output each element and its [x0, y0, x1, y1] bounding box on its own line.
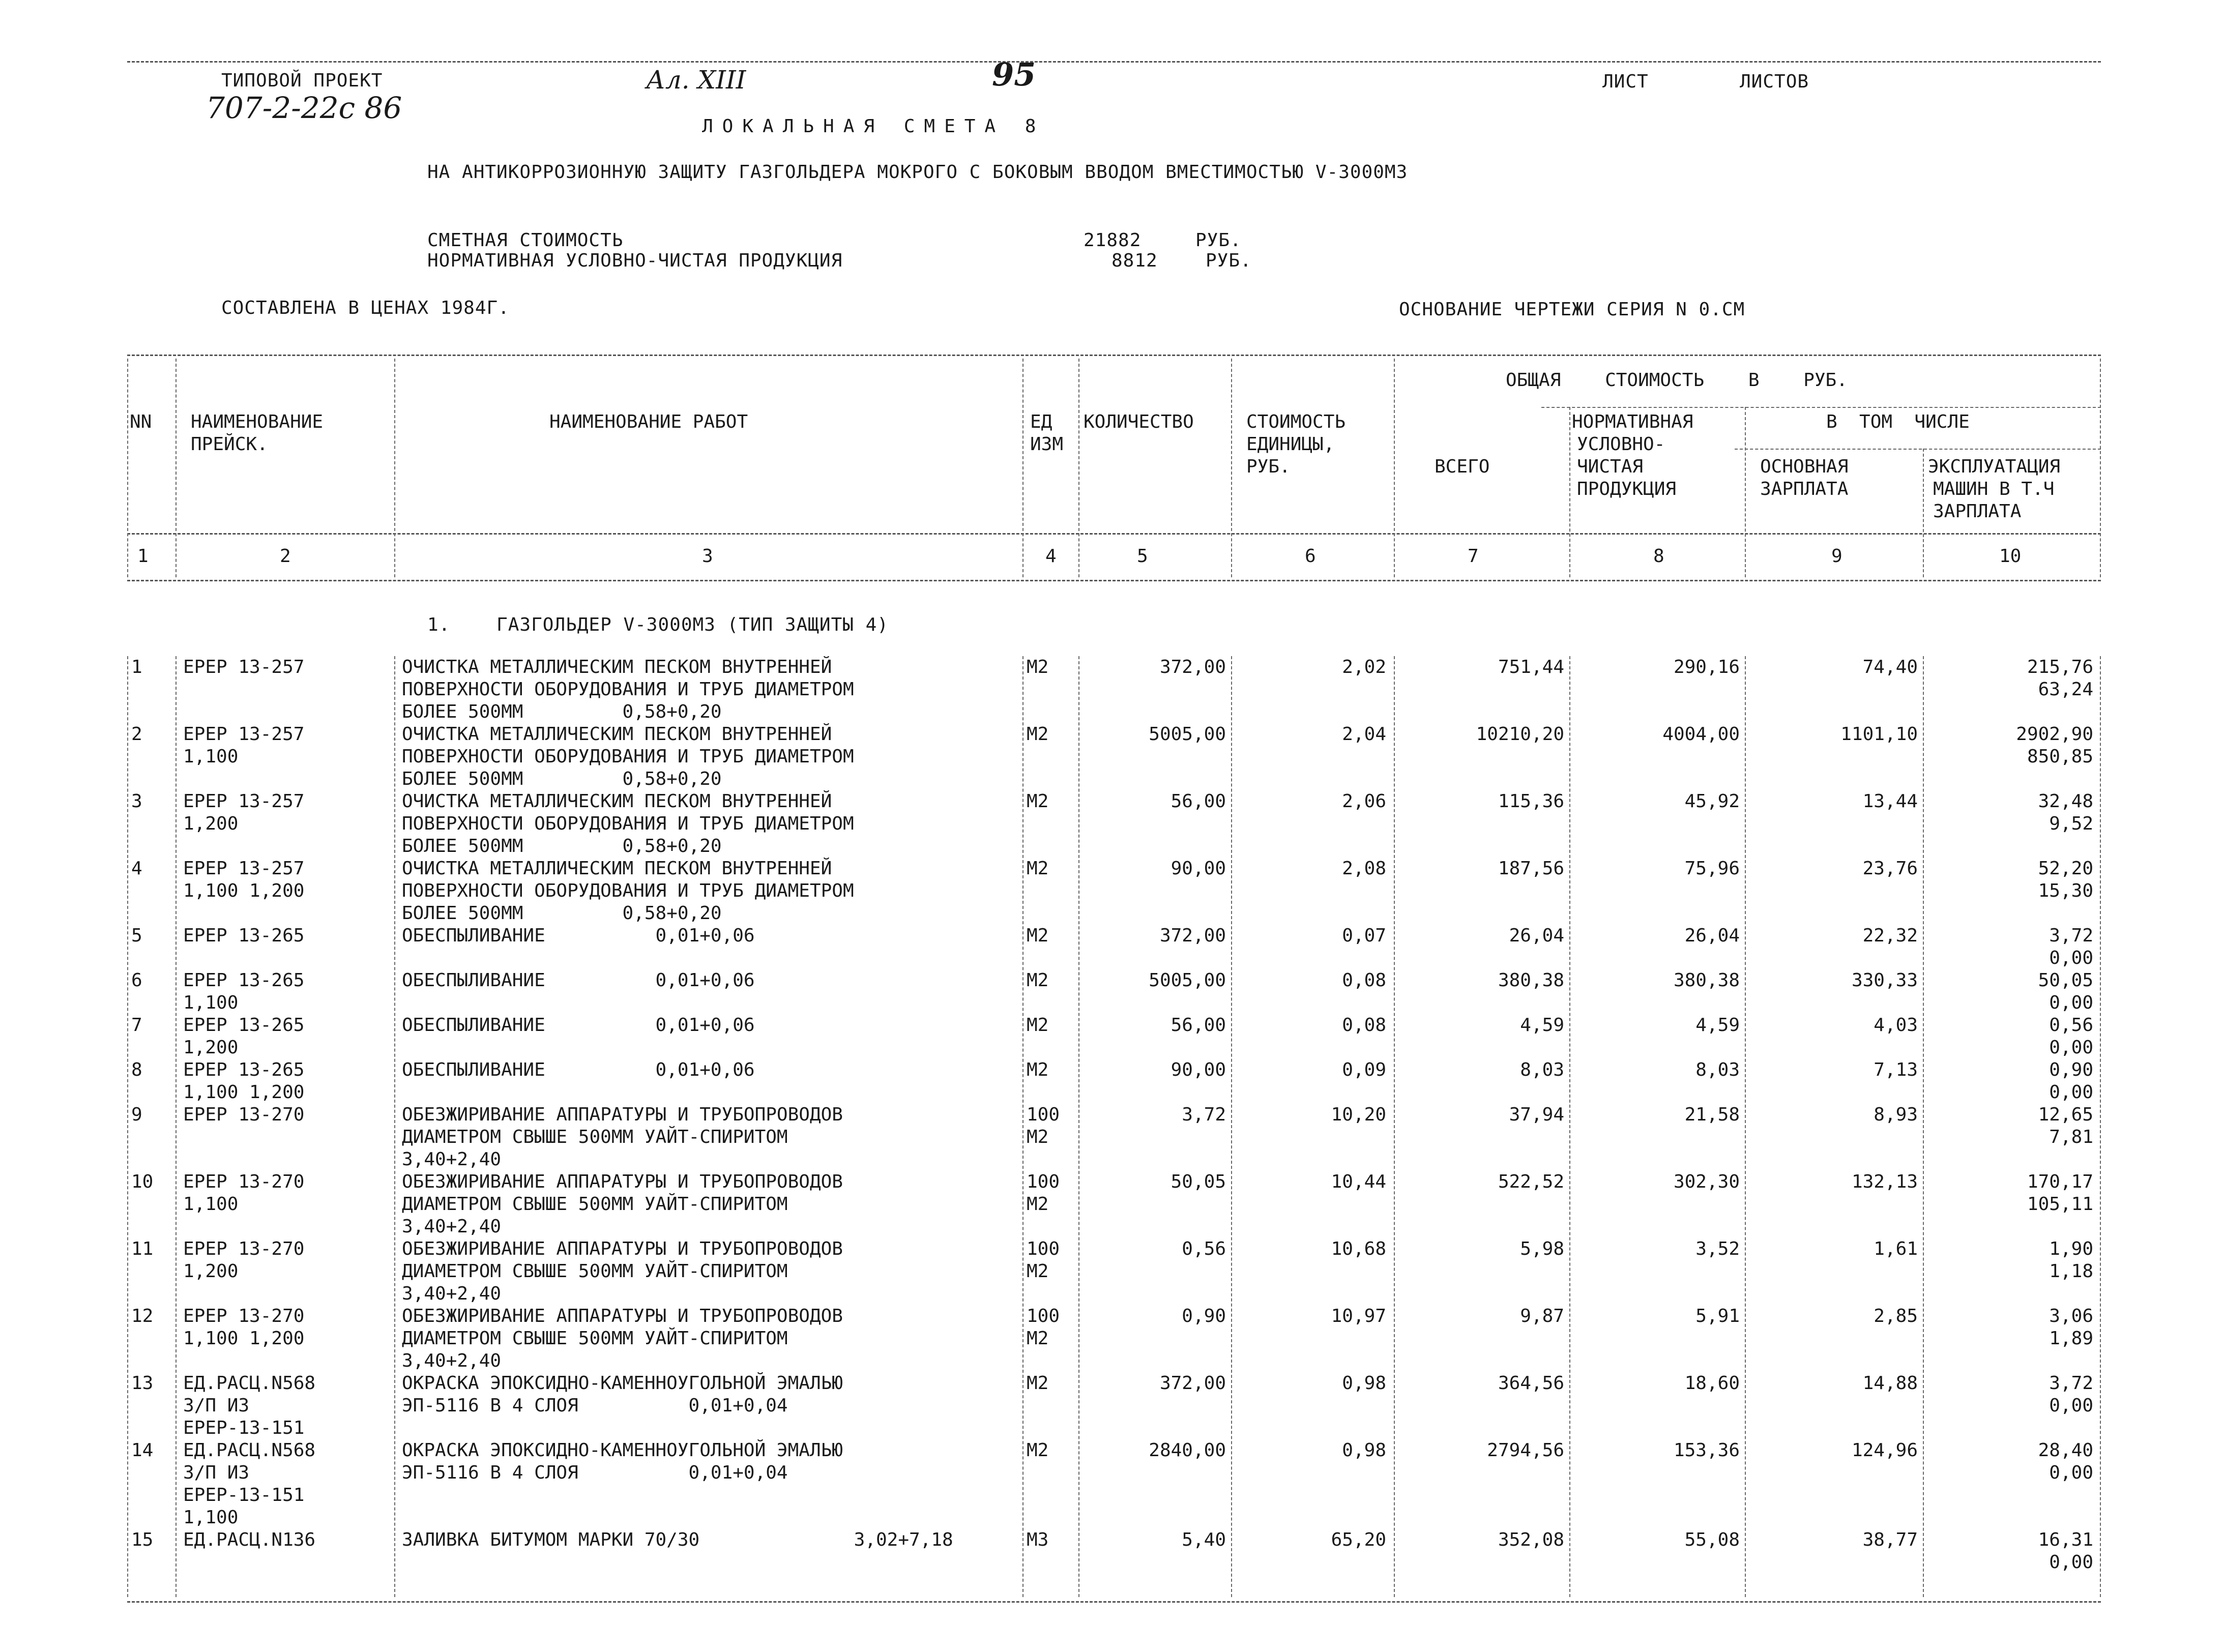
- col-sep: [2100, 359, 2101, 577]
- cell-qty: 0,90: [1182, 1306, 1226, 1326]
- cell-norm: 26,04: [1684, 925, 1740, 946]
- production-unit: РУБ.: [1206, 250, 1252, 271]
- cell-norm: 4004,00: [1662, 724, 1740, 745]
- col-header-unit: ЕД: [1030, 411, 1052, 432]
- cell-qty: 372,00: [1159, 657, 1226, 677]
- col-sep: [1078, 359, 1079, 577]
- cell-work: ОБЕЗЖИРИВАНИЕ АППАРАТУРЫ И ТРУБОПРОВОДОВ ДИАМЕТРОМ СВЫШЕ 500ММ УАЙТ-СПИРИТОМ 3,40+2,40: [402, 1104, 843, 1170]
- cell-work: ОБЕСПЫЛИВАНИЕ 0,01+0,06: [402, 1059, 755, 1080]
- cell-nn: 12: [131, 1306, 154, 1326]
- cell-nn: 13: [131, 1373, 154, 1394]
- cell-work: ОЧИСТКА МЕТАЛЛИЧЕСКИМ ПЕСКОМ ВНУТРЕННЕЙ ПОВЕРХНОСТИ ОБОРУДОВАНИЯ И ТРУБ ДИАМЕТРОМ БОЛЕЕ 500ММ 0,58+0,20: [402, 791, 854, 857]
- col-header-mach: ЭКСПЛУАТАЦИЯ: [1928, 456, 2061, 477]
- col-sep: [127, 359, 128, 577]
- cell-unit: М2: [1027, 1440, 1049, 1461]
- cell-unit: М2: [1027, 925, 1049, 946]
- cell-wage: 22,32: [1862, 925, 1918, 946]
- sheets-label: ЛИСТОВ: [1740, 71, 1809, 92]
- cell-price: 2,04: [1342, 724, 1386, 745]
- cell-price: 2,06: [1342, 791, 1386, 812]
- cell-qty: 5,40: [1182, 1529, 1226, 1550]
- col-header-group-incl: В ТОМ ЧИСЛЕ: [1826, 411, 1970, 432]
- album-number: Ал. XIII: [646, 65, 746, 95]
- col-sep: [394, 359, 395, 577]
- cell-qty: 3,72: [1182, 1104, 1226, 1125]
- cell-code: ЕРЕР 13-265: [183, 925, 305, 946]
- numbers-bottom-line: [127, 580, 2101, 581]
- cell-unit: М2: [1027, 724, 1049, 745]
- cell-mach: 12,65 7,81: [2038, 1104, 2093, 1147]
- cell-mach: 3,06 1,89: [2049, 1306, 2093, 1349]
- prices-note: СОСТАВЛЕНА В ЦЕНАХ 1984Г.: [221, 298, 510, 318]
- production-label: НОРМАТИВНАЯ УСЛОВНО-ЧИСТАЯ ПРОДУКЦИЯ: [427, 250, 843, 271]
- table-row: [0, 1014, 2223, 1059]
- cell-code: ЕРЕР 13-270 1,200: [183, 1238, 305, 1282]
- cell-qty: 5005,00: [1149, 724, 1226, 745]
- cell-price: 0,98: [1342, 1373, 1386, 1394]
- project-label: ТИПОВОЙ ПРОЕКТ: [221, 70, 383, 91]
- cell-qty: 2840,00: [1149, 1440, 1226, 1461]
- cell-total: 10210,20: [1476, 724, 1564, 745]
- table-row: [0, 1529, 2223, 1574]
- col-header-code: НАИМЕНОВАНИЕ: [191, 411, 324, 432]
- cell-price: 10,44: [1331, 1171, 1386, 1192]
- cell-total: 2794,56: [1487, 1440, 1564, 1461]
- col-header-wage-2: ЗАРПЛАТА: [1760, 479, 1849, 499]
- cell-unit: М3: [1027, 1529, 1049, 1550]
- cell-code: ЕРЕР 13-265 1,200: [183, 1015, 305, 1058]
- cell-total: 751,44: [1498, 657, 1564, 677]
- cell-nn: 3: [131, 791, 142, 812]
- col-sep: [394, 656, 395, 1597]
- col-header-price-3: РУБ.: [1246, 456, 1291, 477]
- col-sep: [175, 656, 177, 1597]
- table-row: [0, 1372, 2223, 1439]
- cell-nn: 5: [131, 925, 142, 946]
- cell-wage: 124,96: [1851, 1440, 1918, 1461]
- col-sep: [127, 656, 128, 1597]
- cell-wage: 4,03: [1874, 1015, 1918, 1036]
- cell-total: 5,98: [1520, 1238, 1564, 1259]
- table-row: [0, 723, 2223, 790]
- cell-mach: 3,72 0,00: [2049, 925, 2093, 968]
- cell-norm: 55,08: [1684, 1529, 1740, 1550]
- cell-total: 8,03: [1520, 1059, 1564, 1080]
- cell-unit: М2: [1027, 1015, 1049, 1036]
- cell-norm: 302,30: [1673, 1171, 1740, 1192]
- col-number: 6: [1305, 546, 1316, 567]
- cell-price: 0,98: [1342, 1440, 1386, 1461]
- cell-work: ОБЕЗЖИРИВАНИЕ АППАРАТУРЫ И ТРУБОПРОВОДОВ ДИАМЕТРОМ СВЫШЕ 500ММ УАЙТ-СПИРИТОМ 3,40+2,40: [402, 1306, 843, 1371]
- col-header-mach-3: ЗАРПЛАТА: [1933, 501, 2022, 522]
- cell-code: ЕД.РАСЦ.N568 З/П ИЗ ЕРЕР-13-151: [183, 1373, 316, 1438]
- col-sep: [1231, 359, 1232, 577]
- cell-unit: М2: [1027, 791, 1049, 812]
- col-header-work: НАИМЕНОВАНИЕ РАБОТ: [549, 411, 748, 432]
- cell-work: ОЧИСТКА МЕТАЛЛИЧЕСКИМ ПЕСКОМ ВНУТРЕННЕЙ ПОВЕРХНОСТИ ОБОРУДОВАНИЯ И ТРУБ ДИАМЕТРОМ БОЛЕЕ 500ММ 0,58+0,20: [402, 724, 854, 789]
- cell-work: ОБЕЗЖИРИВАНИЕ АППАРАТУРЫ И ТРУБОПРОВОДОВ ДИАМЕТРОМ СВЫШЕ 500ММ УАЙТ-СПИРИТОМ 3,40+2,40: [402, 1238, 843, 1304]
- cell-price: 2,08: [1342, 858, 1386, 879]
- cell-price: 2,02: [1342, 657, 1386, 677]
- cell-code: ЕД.РАСЦ.N568 З/П ИЗ ЕРЕР-13-151 1,100: [183, 1440, 316, 1528]
- cell-qty: 0,56: [1182, 1238, 1226, 1259]
- table-row: [0, 969, 2223, 1014]
- col-header-group-total: ОБЩАЯ СТОИМОСТЬ В РУБ.: [1506, 370, 1848, 391]
- cell-price: 10,97: [1331, 1306, 1386, 1326]
- cell-mach: 16,31 0,00: [2038, 1529, 2093, 1573]
- cell-qty: 50,05: [1171, 1171, 1226, 1192]
- cell-norm: 4,59: [1695, 1015, 1740, 1036]
- cost-unit: РУБ.: [1195, 230, 1242, 251]
- cell-price: 0,08: [1342, 1015, 1386, 1036]
- col-header-mach-2: МАШИН В Т.Ч: [1933, 479, 2055, 499]
- sheet-label: ЛИСТ: [1602, 71, 1649, 92]
- cell-unit: 100 М2: [1027, 1306, 1060, 1349]
- col-sep: [1923, 656, 1924, 1597]
- cell-unit: М2: [1027, 970, 1049, 991]
- cell-wage: 2,85: [1874, 1306, 1918, 1326]
- col-number: 7: [1468, 546, 1479, 567]
- table-row: [0, 858, 2223, 925]
- cell-code: ЕРЕР 13-265 1,100 1,200: [183, 1059, 305, 1103]
- cell-norm: 3,52: [1695, 1238, 1740, 1259]
- col-number: 3: [702, 546, 713, 567]
- cell-price: 65,20: [1331, 1529, 1386, 1550]
- cell-unit: М2: [1027, 657, 1049, 677]
- cell-total: 9,87: [1520, 1306, 1564, 1326]
- col-number: 1: [137, 546, 149, 567]
- col-number: 8: [1653, 546, 1664, 567]
- col-sep: [1745, 407, 1746, 577]
- cell-mach: 32,48 9,52: [2038, 791, 2093, 834]
- cell-unit: М2: [1027, 1373, 1049, 1394]
- col-sep: [1569, 656, 1570, 1597]
- col-sep: [2100, 656, 2101, 1597]
- cell-code: ЕРЕР 13-270 1,100 1,200: [183, 1306, 305, 1349]
- cell-norm: 75,96: [1684, 858, 1740, 879]
- cell-nn: 1: [131, 657, 142, 677]
- cell-qty: 56,00: [1171, 791, 1226, 812]
- table-row: [0, 1171, 2223, 1238]
- col-number: 2: [280, 546, 291, 567]
- table-row: [0, 1059, 2223, 1104]
- col-number: 5: [1137, 546, 1148, 567]
- cell-code: ЕРЕР 13-257 1,200: [183, 791, 305, 834]
- col-sep: [1569, 407, 1570, 577]
- cell-price: 0,08: [1342, 970, 1386, 991]
- cell-code: ЕРЕР 13-270 1,100: [183, 1171, 305, 1215]
- cell-price: 10,68: [1331, 1238, 1386, 1259]
- col-header-nn: NN: [130, 411, 152, 432]
- table-row: [0, 1439, 2223, 1529]
- page-number-handwritten: 95: [992, 56, 1036, 93]
- cell-work: ОБЕСПЫЛИВАНИЕ 0,01+0,06: [402, 970, 755, 991]
- cell-total: 4,59: [1520, 1015, 1564, 1036]
- cell-mach: 50,05 0,00: [2038, 970, 2093, 1013]
- header-group-line: [1541, 407, 2101, 408]
- cell-nn: 7: [131, 1015, 142, 1036]
- cell-nn: 10: [131, 1171, 154, 1192]
- table-row: [0, 925, 2223, 969]
- cell-wage: 1,61: [1874, 1238, 1918, 1259]
- cell-wage: 14,88: [1862, 1373, 1918, 1394]
- col-header-qty: КОЛИЧЕСТВО: [1084, 411, 1194, 432]
- project-number: 707-2-22с 86: [206, 91, 402, 125]
- cell-nn: 6: [131, 970, 142, 991]
- cell-wage: 38,77: [1862, 1529, 1918, 1550]
- col-number: 4: [1045, 546, 1057, 567]
- cell-nn: 2: [131, 724, 142, 745]
- cell-total: 37,94: [1509, 1104, 1564, 1125]
- cell-qty: 372,00: [1159, 925, 1226, 946]
- cell-wage: 7,13: [1874, 1059, 1918, 1080]
- cell-work: ОБЕЗЖИРИВАНИЕ АППАРАТУРЫ И ТРУБОПРОВОДОВ ДИАМЕТРОМ СВЫШЕ 500ММ УАЙТ-СПИРИТОМ 3,40+2,40: [402, 1171, 843, 1237]
- cell-code: ЕРЕР 13-257: [183, 657, 305, 677]
- cell-work: ОКРАСКА ЭПОКСИДНО-КАМЕННОУГОЛЬНОЙ ЭМАЛЬЮ ЭП-5116 В 4 СЛОЯ 0,01+0,04: [402, 1440, 843, 1483]
- cell-norm: 290,16: [1673, 657, 1740, 677]
- col-sep: [1923, 449, 1924, 577]
- cell-total: 352,08: [1498, 1529, 1564, 1550]
- cost-value: 21882: [1084, 230, 1142, 251]
- cell-nn: 15: [131, 1529, 154, 1550]
- col-sep: [1745, 656, 1746, 1597]
- cell-total: 522,52: [1498, 1171, 1564, 1192]
- cell-norm: 153,36: [1673, 1440, 1740, 1461]
- table-row: [0, 790, 2223, 858]
- cell-qty: 90,00: [1171, 858, 1226, 879]
- cell-mach: 1,90 1,18: [2049, 1238, 2093, 1282]
- cell-qty: 56,00: [1171, 1015, 1226, 1036]
- cell-unit: М2: [1027, 1059, 1049, 1080]
- basis-note: ОСНОВАНИЕ ЧЕРТЕЖИ СЕРИЯ N 0.СМ: [1399, 299, 1745, 320]
- cell-mach: 3,72 0,00: [2049, 1373, 2093, 1416]
- cell-code: ЕРЕР 13-257 1,100: [183, 724, 305, 767]
- col-header-norm: НОРМАТИВНАЯ: [1572, 411, 1693, 432]
- table-bottom-line: [127, 1601, 2101, 1603]
- cell-code: ЕРЕР 13-265 1,100: [183, 970, 305, 1013]
- cell-nn: 14: [131, 1440, 154, 1461]
- cell-norm: 8,03: [1695, 1059, 1740, 1080]
- cell-nn: 4: [131, 858, 142, 879]
- cell-price: 0,07: [1342, 925, 1386, 946]
- production-value: 8812: [1112, 250, 1158, 271]
- cell-price: 0,09: [1342, 1059, 1386, 1080]
- cell-wage: 330,33: [1851, 970, 1918, 991]
- cell-norm: 45,92: [1684, 791, 1740, 812]
- cell-work: ОЧИСТКА МЕТАЛЛИЧЕСКИМ ПЕСКОМ ВНУТРЕННЕЙ ПОВЕРХНОСТИ ОБОРУДОВАНИЯ И ТРУБ ДИАМЕТРОМ БОЛЕЕ 500ММ 0,58+0,20: [402, 657, 854, 722]
- table-row: [0, 1104, 2223, 1171]
- cell-qty: 5005,00: [1149, 970, 1226, 991]
- col-sep: [175, 359, 177, 577]
- cell-mach: 0,90 0,00: [2049, 1059, 2093, 1103]
- cell-nn: 9: [131, 1104, 142, 1125]
- col-header-wage: ОСНОВНАЯ: [1760, 456, 1849, 477]
- col-header-price-2: ЕДИНИЦЫ,: [1246, 434, 1335, 455]
- cell-work: ОБЕСПЫЛИВАНИЕ 0,01+0,06: [402, 1015, 755, 1036]
- section-title: 1. ГАЗГОЛЬДЕР V-3000М3 (ТИП ЗАЩИТЫ 4): [427, 614, 889, 635]
- table-row: [0, 656, 2223, 723]
- cell-work: ЗАЛИВКА БИТУМОМ МАРКИ 70/30 3,02+7,18: [402, 1529, 953, 1550]
- cell-unit: 100 М2: [1027, 1238, 1060, 1282]
- col-header-norm-4: ПРОДУКЦИЯ: [1577, 479, 1677, 499]
- cell-work: ОБЕСПЫЛИВАНИЕ 0,01+0,06: [402, 925, 755, 946]
- cell-norm: 18,60: [1684, 1373, 1740, 1394]
- col-sep: [1022, 359, 1023, 577]
- cell-mach: 170,17 105,11: [2027, 1171, 2093, 1215]
- col-header-code-2: ПРЕЙСК.: [191, 434, 268, 455]
- col-sep: [1078, 656, 1079, 1597]
- cell-norm: 5,91: [1695, 1306, 1740, 1326]
- cell-mach: 215,76 63,24: [2027, 657, 2093, 700]
- cell-code: ЕРЕР 13-270: [183, 1104, 305, 1125]
- col-sep: [1394, 359, 1395, 577]
- table-top-line: [127, 355, 2101, 356]
- cell-nn: 8: [131, 1059, 142, 1080]
- col-sep: [1231, 656, 1232, 1597]
- col-header-price: СТОИМОСТЬ: [1246, 411, 1346, 432]
- cell-wage: 1101,10: [1840, 724, 1918, 745]
- cell-wage: 13,44: [1862, 791, 1918, 812]
- col-sep: [1022, 656, 1023, 1597]
- cell-unit: 100 М2: [1027, 1171, 1060, 1215]
- table-row: [0, 1305, 2223, 1372]
- cell-nn: 11: [131, 1238, 154, 1259]
- col-header-unit-2: ИЗМ: [1030, 434, 1064, 455]
- col-header-norm-3: ЧИСТАЯ: [1577, 456, 1644, 477]
- cell-norm: 21,58: [1684, 1104, 1740, 1125]
- col-header-total: ВСЕГО: [1435, 456, 1490, 477]
- cell-total: 364,56: [1498, 1373, 1564, 1394]
- cell-wage: 132,13: [1851, 1171, 1918, 1192]
- col-number: 10: [1999, 546, 2022, 567]
- cell-code: ЕРЕР 13-257 1,100 1,200: [183, 858, 305, 901]
- top-divider: [127, 61, 2101, 63]
- cell-total: 187,56: [1498, 858, 1564, 879]
- cell-total: 115,36: [1498, 791, 1564, 812]
- cell-unit: М2: [1027, 858, 1049, 879]
- document-subtitle: НА АНТИКОРРОЗИОННУЮ ЗАЩИТУ ГАЗГОЛЬДЕРА МОКРОГО С БОКОВЫМ ВВОДОМ ВМЕСТИМОСТЬЮ V-3000М3: [427, 162, 1408, 183]
- table-row: [0, 1238, 2223, 1305]
- cell-mach: 2902,90 850,85: [2016, 724, 2093, 767]
- col-header-norm-2: УСЛОВНО-: [1577, 434, 1665, 455]
- cell-total: 26,04: [1509, 925, 1564, 946]
- document-title: ЛОКАЛЬНАЯ СМЕТА 8: [702, 116, 1045, 137]
- cell-wage: 23,76: [1862, 858, 1918, 879]
- cell-total: 380,38: [1498, 970, 1564, 991]
- header-bottom-line: [127, 533, 2101, 535]
- cost-label: СМЕТНАЯ СТОИМОСТЬ: [427, 230, 624, 251]
- cell-work: ОКРАСКА ЭПОКСИДНО-КАМЕННОУГОЛЬНОЙ ЭМАЛЬЮ ЭП-5116 В 4 СЛОЯ 0,01+0,04: [402, 1373, 843, 1416]
- col-sep: [1394, 656, 1395, 1597]
- cell-mach: 0,56 0,00: [2049, 1015, 2093, 1058]
- cell-wage: 8,93: [1874, 1104, 1918, 1125]
- cell-code: ЕД.РАСЦ.N136: [183, 1529, 316, 1550]
- col-number: 9: [1831, 546, 1842, 567]
- cell-price: 10,20: [1331, 1104, 1386, 1125]
- header-subgroup-line: [1735, 449, 2101, 450]
- cell-norm: 380,38: [1673, 970, 1740, 991]
- cell-mach: 28,40 0,00: [2038, 1440, 2093, 1483]
- cell-work: ОЧИСТКА МЕТАЛЛИЧЕСКИМ ПЕСКОМ ВНУТРЕННЕЙ ПОВЕРХНОСТИ ОБОРУДОВАНИЯ И ТРУБ ДИАМЕТРОМ БОЛЕЕ 500ММ 0,58+0,20: [402, 858, 854, 924]
- cell-qty: 372,00: [1159, 1373, 1226, 1394]
- cell-mach: 52,20 15,30: [2038, 858, 2093, 901]
- cell-unit: 100 М2: [1027, 1104, 1060, 1147]
- cell-qty: 90,00: [1171, 1059, 1226, 1080]
- cell-wage: 74,40: [1862, 657, 1918, 677]
